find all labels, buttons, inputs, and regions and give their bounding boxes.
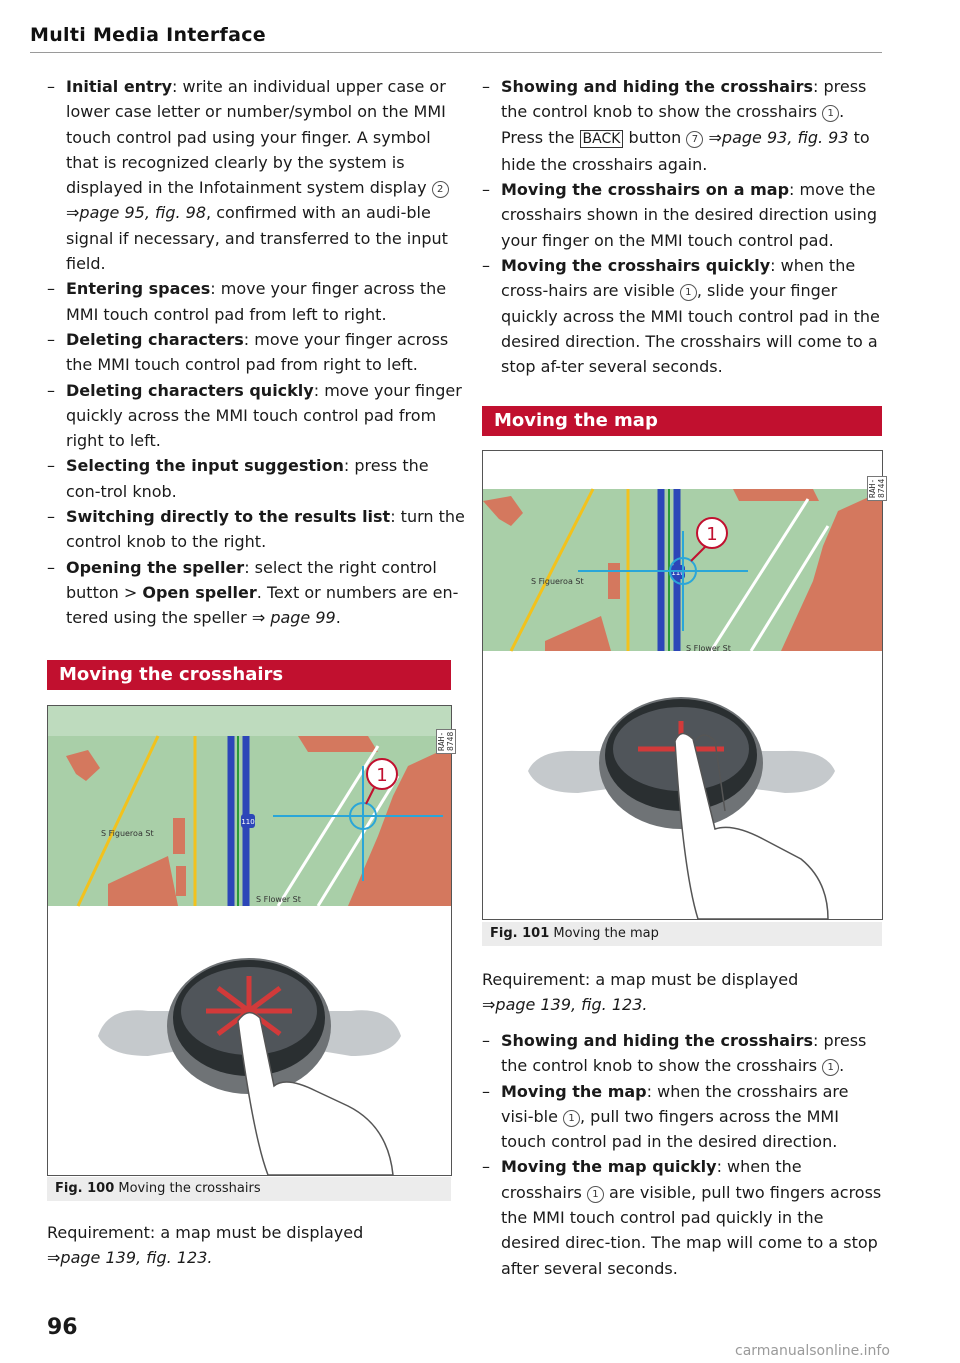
page-number: 96 — [47, 1315, 78, 1340]
figure-code: RAH-8744 — [867, 476, 887, 501]
list-item-opening-speller: – Opening the speller: select the right control button > Open speller. Text or numbers are en-tered using the speller ⇒ page 99. — [47, 557, 459, 628]
callout-marker: 1 — [822, 105, 839, 122]
street-label: S Figueroa St — [531, 577, 584, 586]
back-key-label: BACK — [580, 130, 624, 148]
move-map-illustration — [483, 451, 882, 919]
page-reference[interactable]: page 139, fig. 123 — [495, 995, 643, 1015]
callout-label: 1 — [376, 765, 388, 786]
right-requirement: Requirement: a map must be displayed ⇒page 139, fig. 123. — [482, 970, 799, 1015]
highway-shield-label: 110 — [671, 569, 685, 577]
page-reference[interactable]: page 93, fig. 93 — [721, 127, 849, 147]
list-item-entering-spaces: – Entering spaces: move your finger across the MMI touch control pad from left to right. — [47, 279, 447, 324]
street-label: S Flower St — [686, 644, 731, 653]
crosshairs-illustration — [48, 706, 451, 1175]
list-item-show-hide-crosshairs: – Showing and hiding the crosshairs: press the control knob to show the crosshairs 1 . Press the BACK button 7 ⇒page 93, fig. 93 to hide the crosshairs again. — [482, 77, 870, 174]
list-item-show-hide-crosshairs-map: – Showing and hiding the crosshairs: press the control knob to show the crosshairs 1 . — [482, 1031, 867, 1076]
header-rule — [30, 52, 882, 53]
list-item-moving-crosshairs: – Moving the crosshairs on a map: move the crosshairs shown in the desired direction using your finger on the MMI touch control pad. — [482, 180, 877, 250]
figure-code: RAH-8748 — [436, 729, 456, 754]
street-label: S Flower St — [256, 895, 301, 904]
page-reference[interactable]: page 99 — [270, 608, 336, 628]
list-item-moving-map-quickly: – Moving the map quickly: when the crosshairs 1 are visible, pull two fingers across the MMI touch control pad quickly in the desired direc-tion. The map will come to a stop after several seconds. — [482, 1157, 882, 1278]
figure-101 — [482, 450, 886, 920]
list-item-selecting-suggestion: – Selecting the input suggestion: press the con-trol knob. — [47, 456, 429, 501]
figure-100 — [47, 705, 455, 1176]
highway-shield-label: 110 — [241, 818, 255, 826]
list-item-crosshairs-quickly: – Moving the crosshairs quickly: when the cross-hairs are visible 1 , slide your finger quickly across the MMI touch control pad in the desired direction. The crosshairs will come to a stop af-ter several seconds. — [482, 256, 880, 377]
running-header: Multi Media Interface — [30, 24, 266, 46]
section-heading-crosshairs: Moving the crosshairs — [47, 660, 451, 690]
figure-100-caption: Fig. 100 Moving the crosshairs — [47, 1177, 451, 1201]
callout-marker: 7 — [686, 131, 703, 148]
list-item-initial-entry: – Initial entry: write an individual upper case or lower case letter or number/symbol on the MMI touch control pad using your finger. A symbol that is recognized clearly by the system is displayed in the Infotainment system display 2 ⇒page 95, fig. 98, confirmed with an audi-ble signal if necessary, and transferred to the input field. — [47, 77, 448, 274]
left-column — [47, 74, 467, 631]
callout-marker: 2 — [432, 181, 449, 198]
right-column-bottom — [482, 1028, 882, 1281]
callout-marker: 1 — [563, 1110, 580, 1127]
watermark: carmanualsonline.info — [735, 1343, 890, 1359]
callout-marker: 1 — [680, 284, 697, 301]
list-item-deleting-characters: – Deleting characters: move your finger across the MMI touch control pad from right to left. — [47, 329, 449, 375]
callout-marker: 1 — [587, 1186, 604, 1203]
section-heading-map: Moving the map — [482, 406, 882, 436]
page-reference[interactable]: page 139, fig. 123 — [60, 1248, 208, 1268]
callout-marker: 1 — [822, 1059, 839, 1076]
left-requirement: Requirement: a map must be displayed ⇒page 139, fig. 123. — [47, 1223, 364, 1268]
list-item-results-list: – Switching directly to the results list: turn the control knob to the right. — [47, 507, 465, 552]
figure-101-caption: Fig. 101 Moving the map — [482, 922, 882, 946]
street-label: S Figueroa St — [101, 829, 154, 838]
callout-label: 1 — [706, 524, 718, 545]
page-reference[interactable]: page 95, fig. 98 — [79, 203, 207, 223]
list-item-deleting-quickly: – Deleting characters quickly: move your finger quickly across the MMI touch control pad from right to left. — [47, 380, 462, 451]
right-column-top — [482, 74, 882, 380]
list-item-moving-map: – Moving the map: when the crosshairs are visi-ble 1 , pull two fingers across the MMI touch control pad in the desired direction. — [482, 1081, 849, 1152]
